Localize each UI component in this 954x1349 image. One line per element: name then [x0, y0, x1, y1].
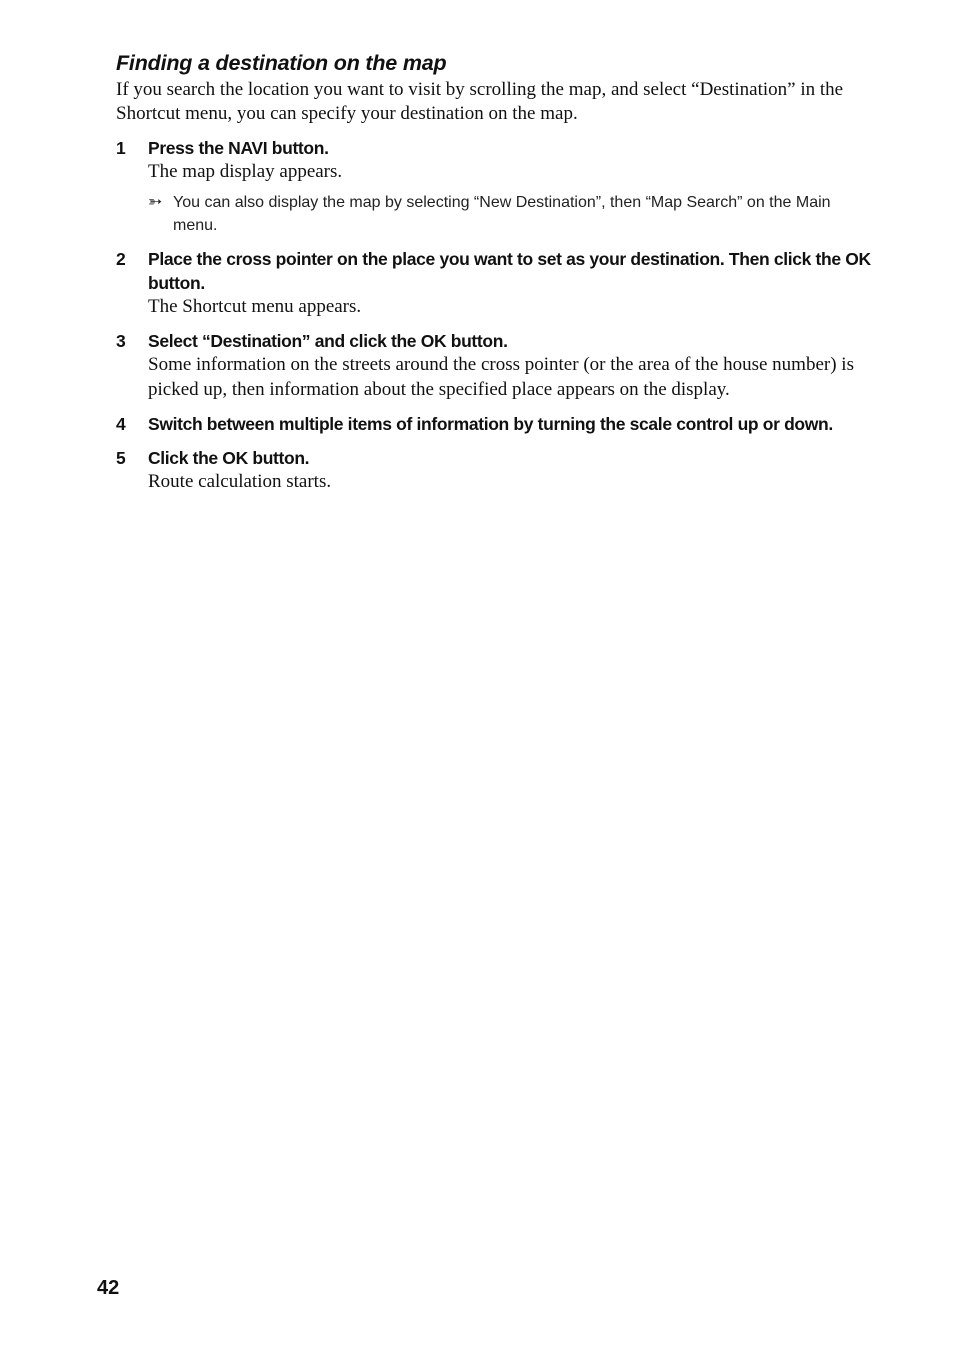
step-number: 4	[116, 414, 126, 434]
step-4	[116, 412, 872, 436]
intro-paragraph: If you search the location you want to visit by scrolling the map, and select “Destination” in the Shortcut menu, you can specify your destination on the map.	[116, 79, 844, 124]
step-title: Select “Destination” and click the OK button.	[148, 331, 508, 351]
step-number: 3	[116, 331, 126, 351]
note-text: You can also display the map by selecting “New Destination”, then “Map Search” on the Main menu.	[173, 193, 831, 234]
step-1	[116, 136, 872, 237]
step-body: The Shortcut menu appears.	[148, 295, 362, 317]
step-body: Some information on the streets around the cross pointer (or the area of the house number) is picked up, then information about the specified place appears on the display.	[148, 354, 854, 400]
section-heading: Finding a destination on the map	[116, 51, 447, 75]
step-number: 1	[116, 138, 126, 158]
step-title: Switch between multiple items of information by turning the scale control up or down.	[148, 414, 833, 434]
step-title: Press the NAVI button.	[148, 138, 329, 158]
step-title: Place the cross pointer on the place you want to set as your destination. Then click the OK button.	[148, 248, 871, 293]
arrow-note-icon: ➳	[148, 191, 163, 211]
step-2	[116, 247, 872, 320]
step-number: 2	[116, 248, 126, 269]
step-body: The map display appears.	[148, 161, 343, 182]
step-title: Click the OK button.	[148, 448, 310, 468]
document-page	[116, 48, 872, 495]
step-3	[116, 329, 872, 402]
step-5	[116, 446, 872, 495]
step-number: 5	[116, 448, 126, 468]
page-number: 42	[97, 1277, 120, 1299]
step-note	[148, 191, 872, 237]
step-body: Route calculation starts.	[148, 471, 332, 492]
